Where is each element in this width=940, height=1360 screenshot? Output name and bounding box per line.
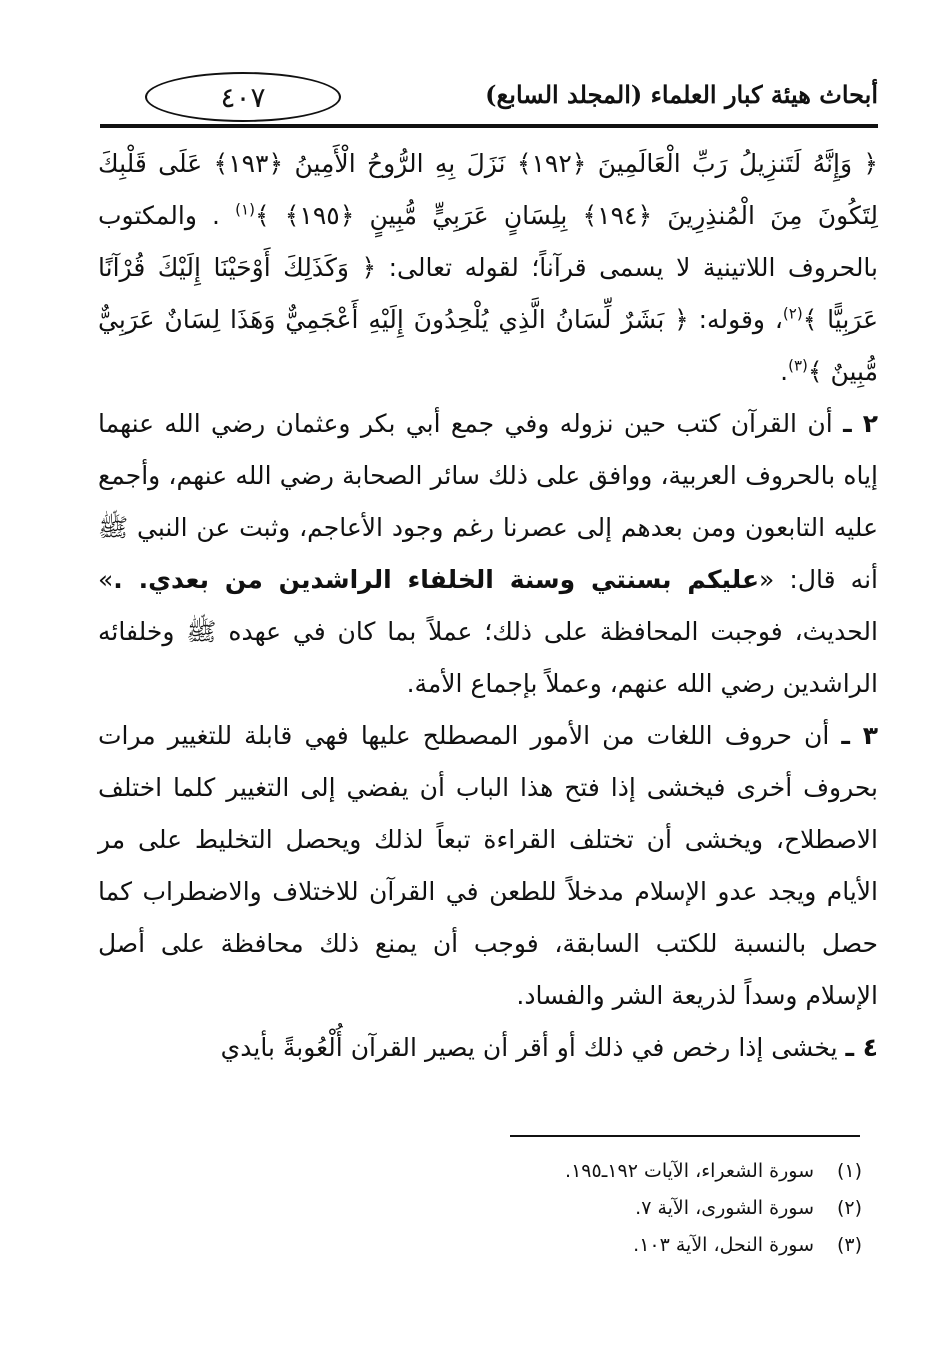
footnote-item (200, 1227, 862, 1264)
footnote-item (200, 1190, 862, 1227)
header-rule (100, 124, 878, 128)
paragraph-1-end: . (780, 357, 789, 386)
paragraph-4-text: يخشى إذا رخص في ذلك أو أقر أن يصير القرآن أُلْعُوبةً بأيدي (220, 1033, 838, 1062)
page-header (100, 70, 878, 128)
footnote-ref-1: (١) (235, 200, 255, 219)
footnotes (200, 1153, 862, 1264)
footnote-separator (510, 1135, 860, 1137)
page-number: ٤٠٧ (220, 80, 266, 114)
footnote-ref-3: (٣) (788, 356, 808, 375)
paragraph-4-number: ٤ ـ (845, 1033, 878, 1062)
paragraph-2 (98, 398, 878, 710)
page-number-oval (145, 72, 341, 122)
footnote-number: (١) (836, 1160, 862, 1182)
running-head: أبحاث هيئة كبار العلماء (المجلد السابع) (485, 80, 878, 109)
quran-verse-2: ﴿ وَكَذَلِكَ أَوْحَيْنَا إِلَيْكَ قُرْآنًا عَرَبِيًّا ﴾ (98, 253, 878, 334)
quran-verse-1: ﴿ وَإِنَّهُ لَتَنزِيلُ رَبِّ الْعَالَمِينَ ﴿١٩٢﴾ نَزَلَ بِهِ الرُّوحُ الْأَمِينُ ﴿١٩٣﴾ عَلَى قَلْبِكَ لِتَكُونَ مِنَ الْمُنذِرِينَ ﴿١٩٤﴾ بِلِسَانٍ عَرَبِيٍّ مُّبِينٍ ﴿١٩٥﴾ ﴾ (98, 149, 878, 230)
footnote-text: سورة النحل، الآية ١٠٣. (633, 1234, 814, 1256)
hadith-quote: عليكم بسنتي وسنة الخلفاء الراشدين من بعدي. . (113, 565, 760, 594)
footnote-text: سورة الشورى، الآية ٧. (635, 1197, 814, 1219)
paragraph-3-number: ٣ ـ (841, 721, 879, 750)
paragraph-1-text-2: ، وقوله: (698, 305, 783, 334)
footnote-ref-2: (٢) (782, 304, 803, 323)
body-text (98, 138, 878, 1074)
paragraph-2-number: ٢ ـ (843, 409, 878, 438)
quran-verse-3: ﴿ بَشَرٌ لِّسَانُ الَّذِي يُلْحِدُونَ إِلَيْهِ أَعْجَمِيٌّ وَهَذَا لِسَانٌ عَرَبِيٌّ مُّبِينٌ ﴾ (98, 305, 878, 386)
footnote-text: سورة الشعراء، الآيات ١٩٢ـ١٩٥. (565, 1160, 814, 1182)
paragraph-3 (98, 710, 878, 1022)
paragraph-3-text: أن حروف اللغات من الأمور المصطلح عليها فهي قابلة للتغيير مرات بحروف أخرى فيخشى إذا فتح هذا الباب أن يفضي إلى التغيير كلما اختلف الاصطلاح، ويخشى أن تختلف القراءة تبعاً لذلك ويحصل التخليط على مر الأيام ويجد عدو الإسلام مدخلاً للطعن في القرآن للاختلاف والاضطراب كما حصل بالنسبة للكتب السابقة، فوجب أن يمنع ذلك محافظة على أصل الإسلام وسداً لذريعة الشر والفساد. (98, 721, 878, 1010)
footnote-number: (٣) (836, 1234, 862, 1256)
paragraph-1 (98, 138, 878, 398)
paragraph-1-text-1: . والمكتوب بالحروف اللاتينية لا يسمى قرآناً؛ لقوله تعالى: (98, 201, 879, 282)
paragraph-2-text-2: » الحديث، فوجبت المحافظة على ذلك؛ عملاً بما كان في عهده ﷺ وخلفائه الراشدين رضي الله عنهم، وعملاً بإجماع الأمة. (98, 565, 878, 698)
paragraph-4 (98, 1022, 878, 1074)
paragraph-2-text-1: أن القرآن كتب حين نزوله وفي جمع أبي بكر وعثمان رضي الله عنهما إياه بالحروف العربية، ووافق على ذلك سائر الصحابة رضي الله عنهم، وأجمع عليه التابعون ومن بعدهم إلى عصرنا رغم وجود الأعاجم، وثبت عن النبي ﷺ أنه قال: « (98, 409, 878, 594)
footnote-number: (٢) (836, 1197, 862, 1219)
footnote-item (200, 1153, 862, 1190)
